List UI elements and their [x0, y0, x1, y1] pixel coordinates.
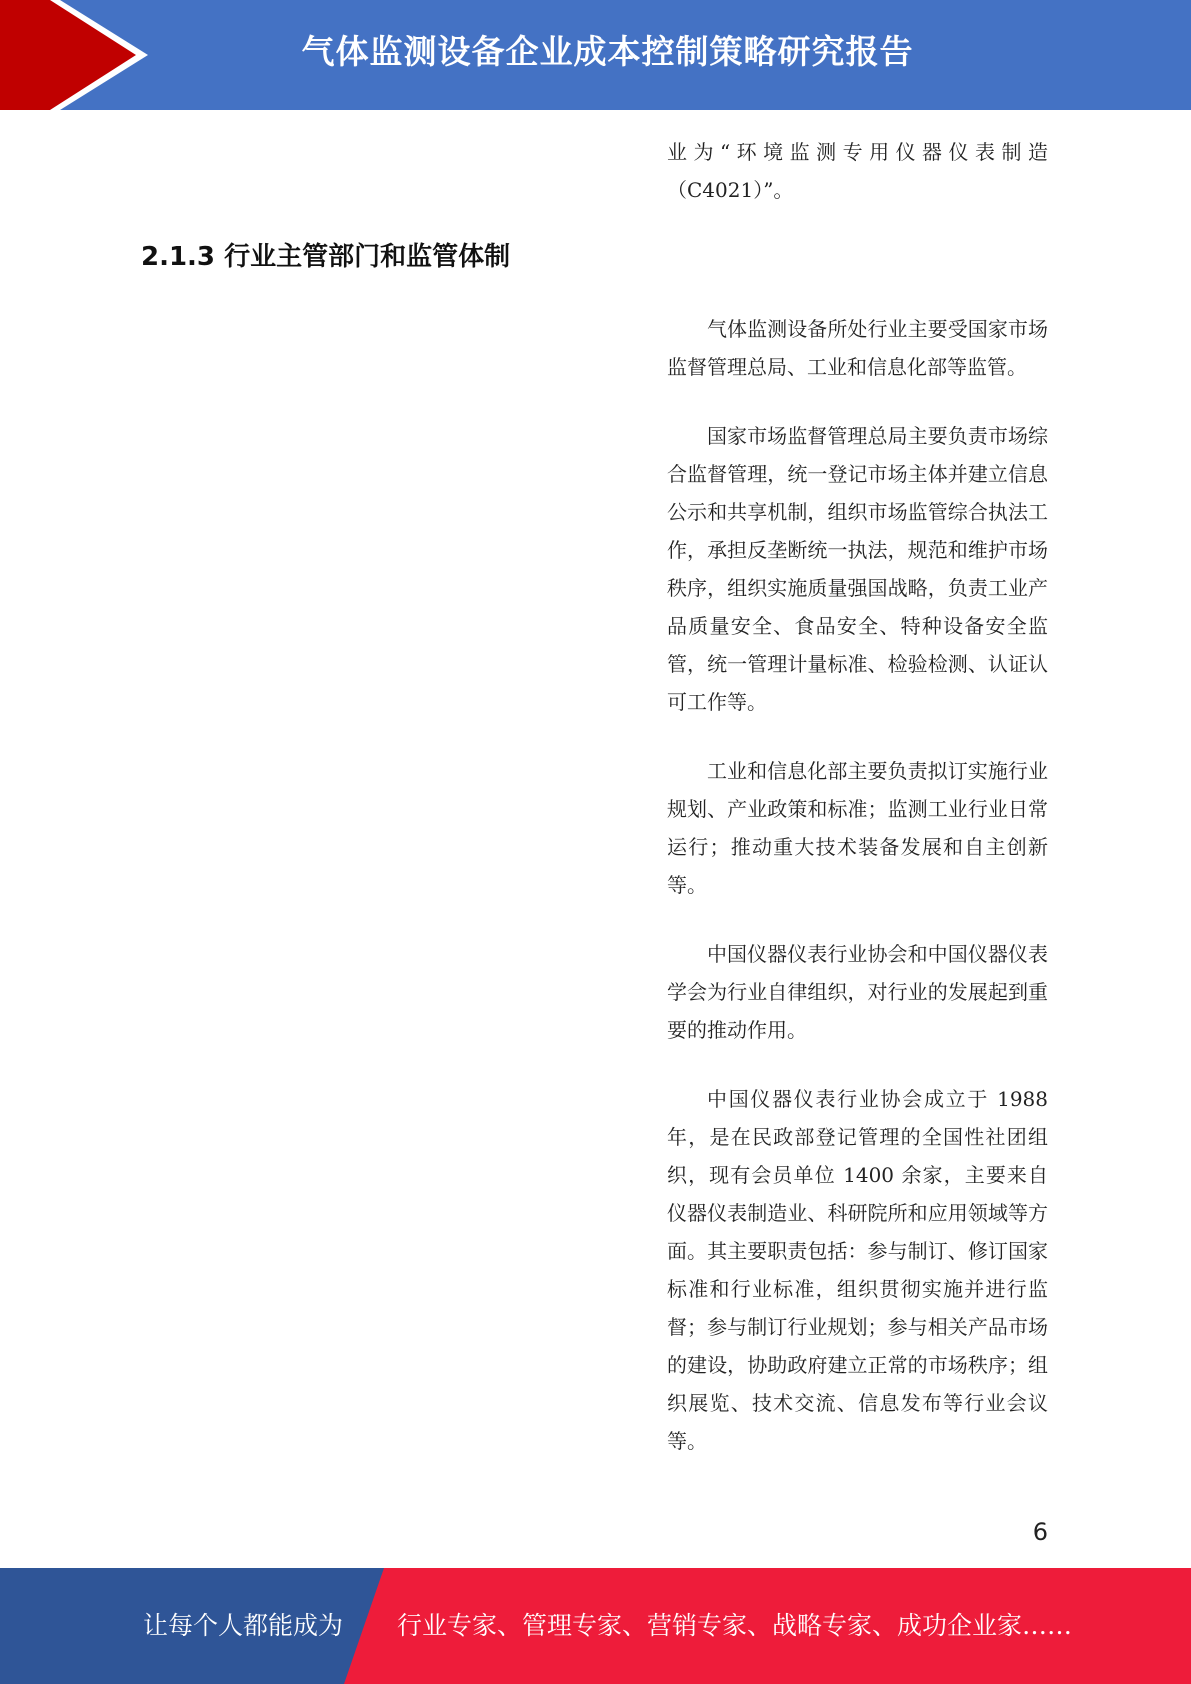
continued-text-block [667, 133, 1048, 209]
body-text-column [667, 310, 1048, 1491]
report-title: 气体监测设备企业成本控制策略研究报告 [301, 32, 914, 71]
paragraph-samr: 国家市场监督管理总局主要负责市场综合监督管理，统一登记市场主体并建立信息公示和共享机制，组织市场监管综合执法工作，承担反垄断统一执法，规范和维护市场秩序，组织实施质量强国战略，负责工业产品质量安全、食品安全、特种设备安全监管，统一管理计量标准、检验检测、认证认可工作等。 [667, 424, 1048, 714]
paragraph-associations: 中国仪器仪表行业协会和中国仪器仪表学会为行业自律组织，对行业的发展起到重要的推动作用。 [667, 942, 1048, 1042]
paragraph-regulators: 气体监测设备所处行业主要受国家市场监督管理总局、工业和信息化部等监管。 [667, 317, 1048, 379]
footer-slogan-left: 让每个人都能成为 [143, 1611, 344, 1640]
footer-slogan-right: 行业专家、管理专家、营销专家、战略专家、成功企业家…… [397, 1611, 1073, 1640]
continued-paragraph: 业为“环境监测专用仪器仪表制造（C4021）”。 [667, 140, 1048, 202]
page-number: 6 [1032, 1518, 1048, 1546]
paragraph-cima: 中国仪器仪表行业协会成立于 1988 年，是在民政部登记管理的全国性社团组织，现有会员单位 1400 余家，主要来自仪器仪表制造业、科研院所和应用领域等方面。其主要职责包括：参与制订、修订国家标准和行业标准，组织贯彻实施并进行监督；参与制订行业规划；参与相关产品市场的建设，协助政府建立正常的市场秩序；组织展览、技术交流、信息发布等行业会议等。 [667, 1087, 1048, 1453]
footer-banner [0, 1568, 1191, 1684]
header-banner [0, 0, 1191, 110]
section-heading: 2.1.3 行业主管部门和监管体制 [141, 242, 511, 272]
paragraph-miit: 工业和信息化部主要负责拟订实施行业规划、产业政策和标准；监测工业行业日常运行；推动重大技术装备发展和自主创新等。 [667, 759, 1048, 897]
